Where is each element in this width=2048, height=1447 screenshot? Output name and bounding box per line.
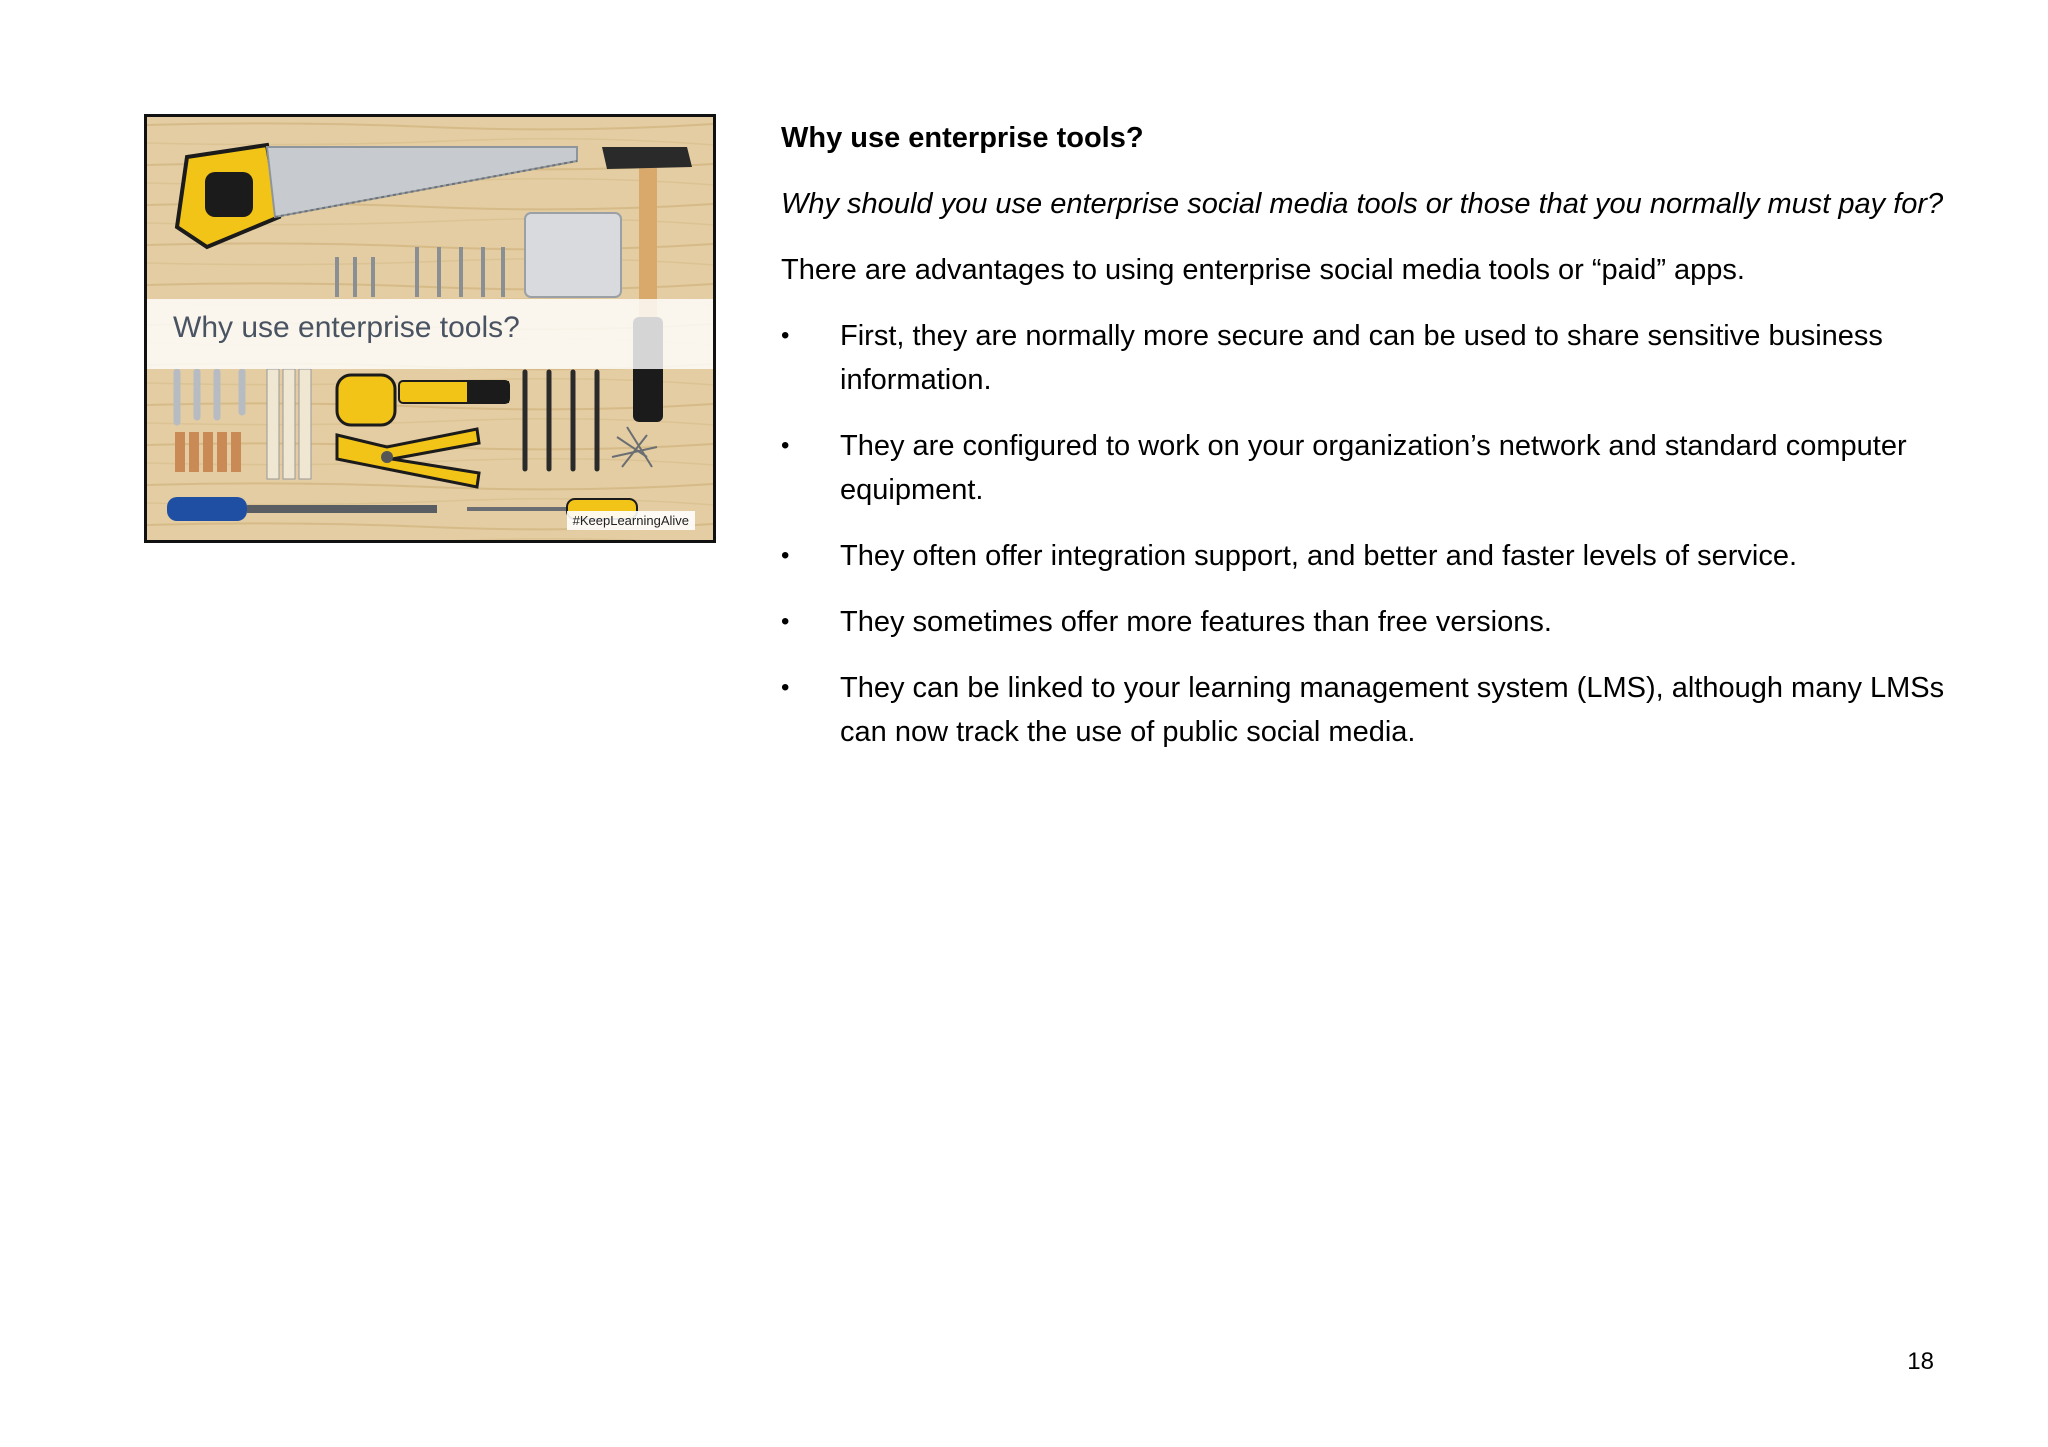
slide-thumbnail	[144, 114, 716, 543]
metal-box	[525, 213, 621, 297]
bullet-icon: •	[781, 432, 790, 459]
notes-question: Why should you use enterprise social media tools or those that you normally must pay for?	[781, 188, 1944, 220]
bullet-text: They often offer integration support, and better and faster levels of service.	[840, 540, 1798, 572]
bullet-text: They sometimes offer more features than free versions.	[840, 606, 1552, 638]
slide-title: Why use enterprise tools?	[173, 311, 520, 344]
speaker-notes	[781, 116, 1961, 776]
page-number: 18	[1907, 1348, 1934, 1375]
list-item	[781, 666, 1961, 754]
notes-heading: Why use enterprise tools?	[781, 122, 1144, 154]
list-item	[781, 314, 1961, 402]
bullet-text: They are configured to work on your organization’s network and standard computer equipment.	[840, 430, 1907, 506]
notes-intro: There are advantages to using enterprise social media tools or “paid” apps.	[781, 254, 1745, 286]
bullet-text: They can be linked to your learning management system (LMS), although many LMSs can now track the use of public social media.	[840, 672, 1945, 748]
folding-ruler	[267, 369, 311, 479]
list-item	[781, 424, 1961, 512]
bullet-text: First, they are normally more secure and can be used to share sensitive business information.	[840, 320, 1883, 396]
bullet-icon: •	[781, 674, 790, 701]
list-item	[781, 534, 1961, 578]
tape-measure	[337, 375, 395, 425]
bullet-icon: •	[781, 542, 790, 569]
bullet-icon: •	[781, 608, 790, 635]
bullet-list	[781, 314, 1961, 754]
dowels	[175, 432, 241, 472]
bullet-icon: •	[781, 322, 790, 349]
list-item	[781, 600, 1961, 644]
slide-hashtag: #KeepLearningAlive	[567, 511, 695, 530]
